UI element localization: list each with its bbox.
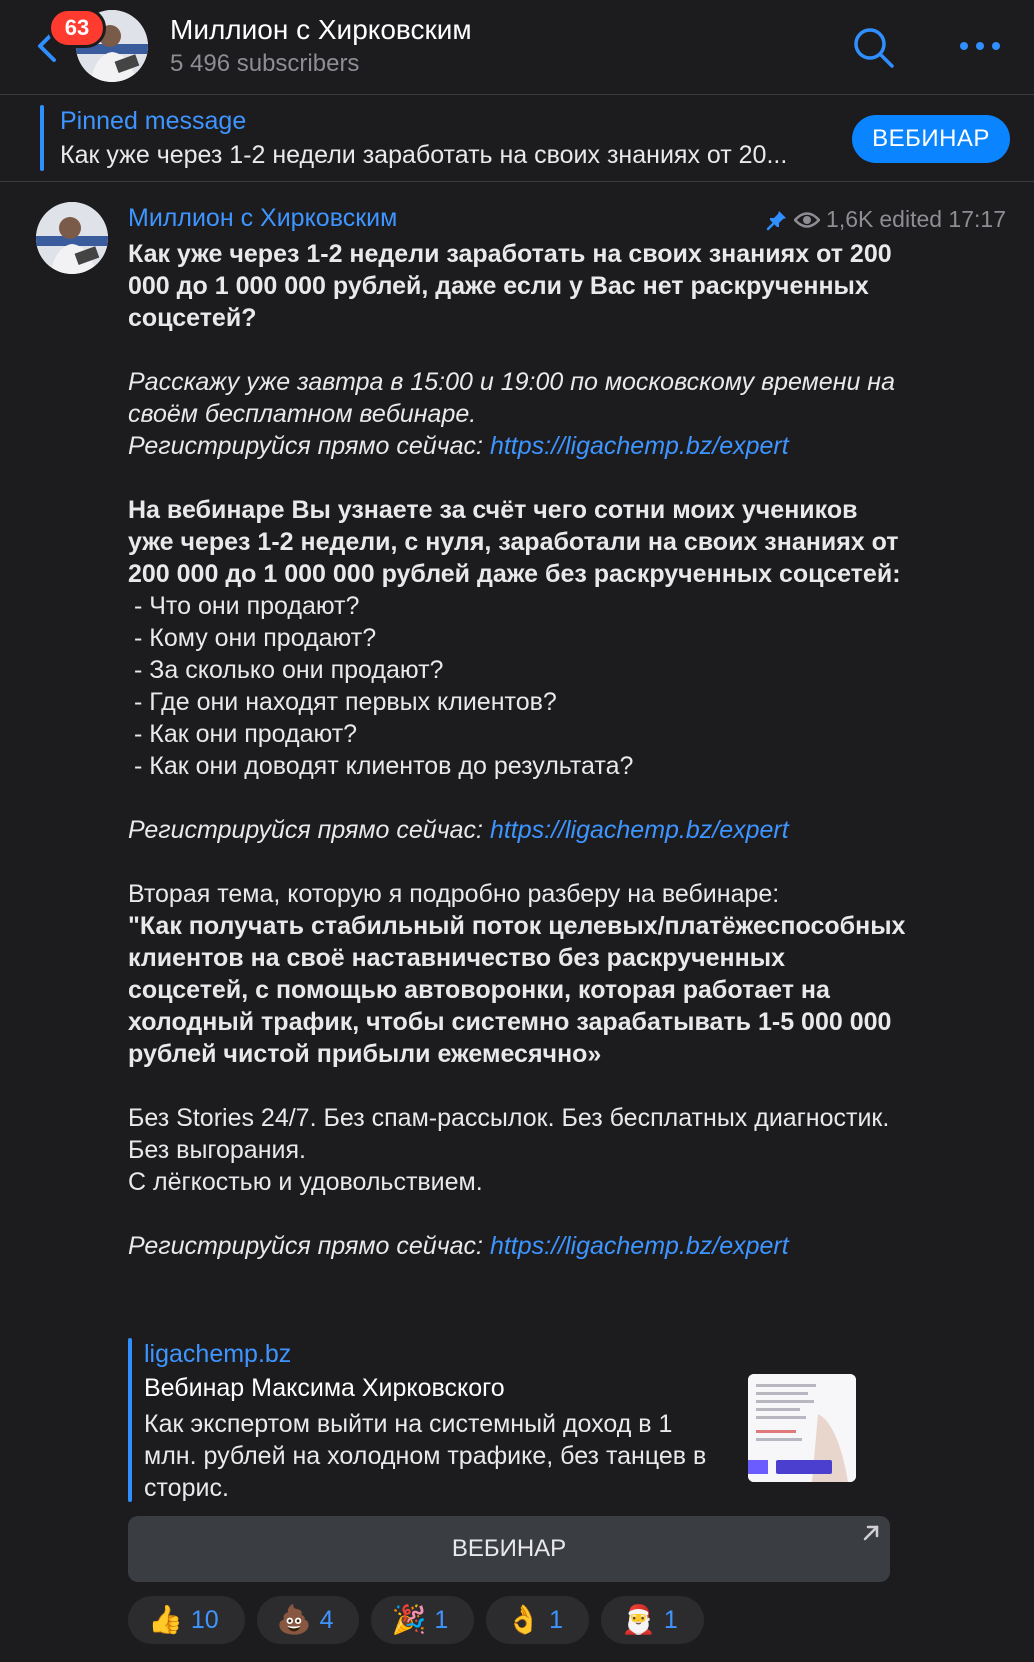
closing-line-1: Без Stories 24/7. Без спам-рассылок. Без бесплатных диагностик. Без выгорания.	[128, 1104, 890, 1164]
preview-accent-line	[128, 1338, 132, 1502]
list-item: - Кому они продают?	[134, 624, 377, 652]
reaction-count: 1	[434, 1605, 449, 1634]
channel-title[interactable]: Миллион с Хирковским	[170, 14, 472, 45]
list-item: - Что они продают?	[134, 592, 360, 620]
pinned-accent-line	[40, 105, 44, 171]
pinned-message-bar[interactable]	[0, 95, 1034, 182]
santa-icon: 🎅	[621, 1604, 656, 1635]
register-line-1: Регистрируйся прямо сейчас: https://ligachemp.bz/expert	[128, 432, 789, 460]
list-item: - Где они находят первых клиентов?	[134, 688, 557, 716]
register-line-3: Регистрируйся прямо сейчас: https://ligachemp.bz/expert	[128, 1232, 789, 1260]
reactions-bar	[128, 1596, 704, 1644]
webinar-inline-button[interactable]	[128, 1516, 890, 1582]
post-intro: Расскажу уже завтра в 15:00 и 19:00 по московскому времени на своём бесплатном вебинаре.	[128, 368, 895, 428]
preview-site-name: ligachemp.bz	[144, 1340, 292, 1368]
list-item: - Как они доводят клиентов до результата?	[134, 752, 634, 780]
reaction-party[interactable]	[371, 1596, 474, 1644]
list-item: - За сколько они продают?	[134, 656, 444, 684]
preview-title: Вебинар Максима Хирковского	[144, 1374, 505, 1402]
subscriber-count: 5 496 subscribers	[170, 50, 360, 77]
register-line-2: Регистрируйся прямо сейчас: https://ligachemp.bz/expert	[128, 816, 789, 844]
post-meta	[766, 206, 1006, 233]
reaction-thumbs-up[interactable]	[128, 1596, 245, 1644]
register-link-2[interactable]: https://ligachemp.bz/expert	[489, 816, 789, 844]
reaction-santa[interactable]	[601, 1596, 704, 1644]
link-preview[interactable]	[128, 1338, 858, 1504]
learn-heading: На вебинаре Вы узнаете за счёт чего сотни моих учеников уже через 1-2 недели, с нуля, заработали на своих знаниях от 200 000 до 1 000 000 рублей даже без раскрученных соцсетей:	[128, 496, 901, 588]
pinned-label: Pinned message	[60, 107, 247, 135]
edited-time: edited 17:17	[879, 206, 1006, 232]
register-link-1[interactable]: https://ligachemp.bz/expert	[489, 432, 789, 460]
webinar-button-label: ВЕБИНАР	[451, 1535, 567, 1562]
second-topic: "Как получать стабильный поток целевых/платёжеспособных клиентов на своё наставничество без раскрученных соцсетей, с помощью автоворонки, которая работает на холодный трафик, чтобы системно зарабатывать 1-5 000 000 рублей чистой прибыли ежемесячно»	[128, 912, 906, 1068]
second-topic-intro: Вторая тема, которую я подробно разберу на вебинаре:	[128, 880, 780, 908]
reaction-count: 1	[663, 1605, 678, 1634]
views-eye-icon	[794, 211, 820, 229]
reaction-count: 4	[319, 1605, 334, 1634]
chat-header	[0, 0, 1034, 95]
post-author-name[interactable]: Миллион с Хирковским	[128, 204, 398, 232]
reaction-count: 10	[190, 1605, 219, 1634]
unread-count-badge: 63	[48, 8, 106, 48]
register-link-3[interactable]: https://ligachemp.bz/expert	[489, 1232, 789, 1260]
search-icon[interactable]	[852, 26, 896, 70]
poop-icon: 💩	[276, 1604, 312, 1635]
reaction-poop[interactable]	[257, 1596, 360, 1644]
ok-hand-icon: 👌	[506, 1604, 542, 1635]
post-body	[128, 238, 908, 1262]
list-item: - Как они продают?	[134, 720, 358, 748]
external-arrow-icon	[862, 1524, 880, 1542]
reaction-ok-hand[interactable]	[486, 1596, 589, 1644]
party-popper-icon: 🎉	[391, 1604, 427, 1635]
post-headline: Как уже через 1-2 недели заработать на своих знаниях от 200 000 до 1 000 000 рублей, даже если у Вас нет раскрученных соцсетей?	[128, 240, 892, 332]
pinned-text: Как уже через 1-2 недели заработать на своих знаниях от 20...	[60, 141, 788, 169]
view-count: 1,6K	[826, 206, 874, 232]
closing-line-2: С лёгкостью и удовольствием.	[128, 1168, 483, 1196]
preview-description: Как экспертом выйти на системный доход в 1 млн. рублей на холодном трафике, без танцев в сторис.	[144, 1410, 707, 1502]
pin-icon	[766, 209, 788, 231]
thumbs-up-icon: 👍	[148, 1604, 183, 1635]
post-author-avatar[interactable]	[36, 202, 108, 274]
preview-thumbnail	[748, 1374, 856, 1482]
pinned-webinar-button[interactable]: ВЕБИНАР	[852, 115, 1010, 163]
reaction-count: 1	[549, 1605, 564, 1634]
more-options-icon[interactable]	[958, 34, 1002, 58]
